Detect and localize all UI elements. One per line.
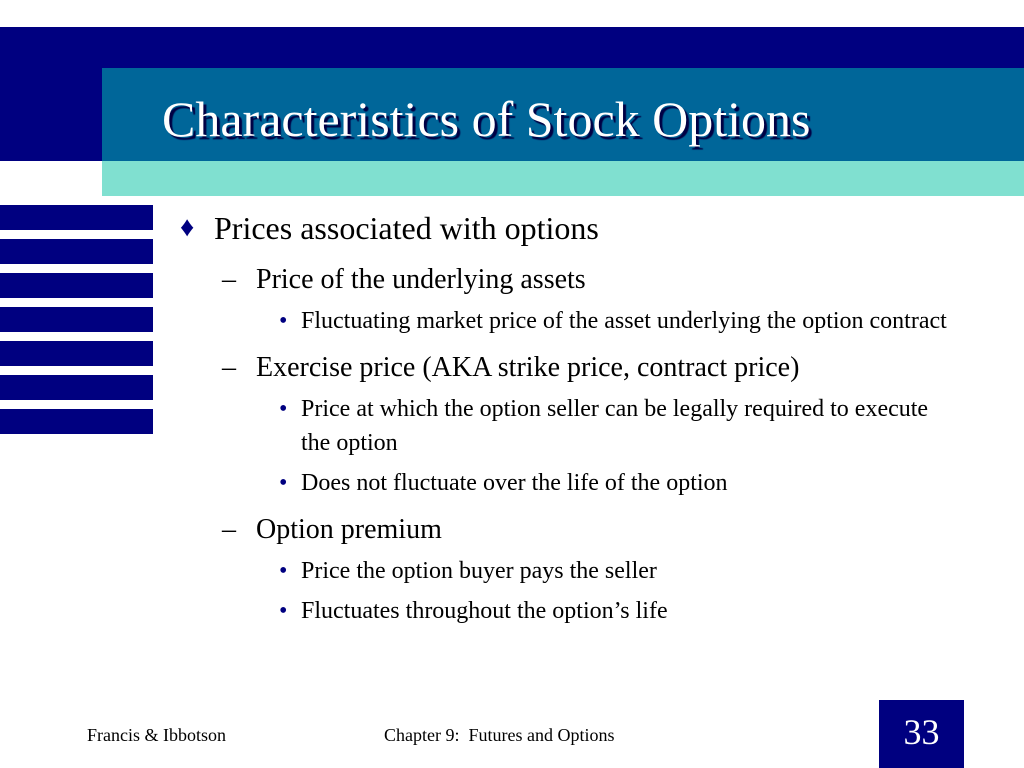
sub-bullet-text: Price of the underlying assets [256,264,586,295]
sub-bullet-text: Exercise price (AKA strike price, contract price) [256,352,800,383]
point-text: Price at which the option seller can be legally required to execute the option [301,396,929,456]
sub-sub-bullet [180,392,960,460]
point-text: Fluctuates throughout the option’s life [301,598,668,624]
slide-content [180,206,960,628]
footer-author: Francis & Ibbotson [87,725,226,745]
stripe [0,239,153,264]
dash-marker: – [222,352,236,383]
stripe [0,409,153,434]
dot-bullet-icon: • [279,558,288,584]
stripe [0,341,153,366]
page-number-box [879,700,964,768]
dot-bullet-icon: • [279,470,288,496]
slide-title: Characteristics of Stock Options [162,91,811,147]
dash-marker: – [222,514,236,545]
point-text: Fluctuating market price of the asset underlying the option contract [301,308,947,334]
sub-bullet-text: Option premium [256,514,442,545]
sub-bullet [180,262,960,298]
bullet-level1 [180,206,960,250]
dot-bullet-icon: • [279,598,288,624]
footer-chapter: Chapter 9: Futures and Options [384,725,615,745]
sub-sub-bullet [180,466,960,500]
diamond-bullet-icon: ♦ [180,212,195,243]
stripe [0,205,153,230]
accent-band [102,161,1024,196]
dash-marker: – [222,264,236,295]
stripe [0,307,153,332]
point-text: Price the option buyer pays the seller [301,558,657,584]
sub-sub-bullet [180,304,960,338]
bullet-text: Prices associated with options [214,210,599,246]
point-text: Does not fluctuate over the life of the option [301,470,728,496]
stripe [0,375,153,400]
dot-bullet-icon: • [279,308,288,334]
sub-sub-bullet [180,554,960,588]
sub-bullet [180,350,960,386]
sub-sub-bullet [180,594,960,628]
page-number: 33 [903,712,940,752]
sub-bullet [180,512,960,548]
dot-bullet-icon: • [279,396,288,422]
stripe [0,273,153,298]
